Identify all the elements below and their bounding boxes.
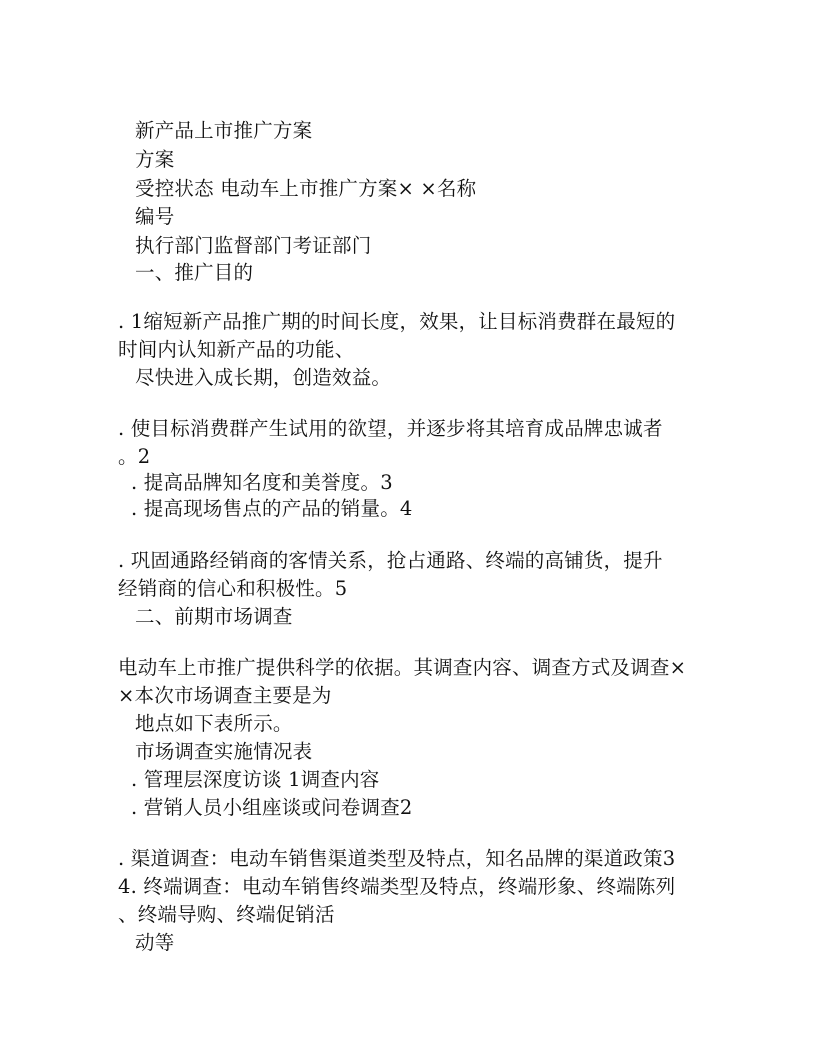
doc-line: 执行部门监督部门考证部门 bbox=[135, 234, 372, 257]
doc-line: . 巩固通路经销商的客情关系，抢占通路、终端的高铺货，提升 bbox=[118, 549, 663, 572]
doc-line: ×本次市场调查主要是为 bbox=[118, 684, 332, 707]
doc-line: . 提高品牌知名度和美誉度。3 bbox=[131, 471, 393, 494]
doc-line: . 使目标消费群产生试用的欲望，并逐步将其培育成品牌忠诚者 bbox=[118, 417, 663, 440]
doc-line: 、终端导购、终端促销活 bbox=[118, 903, 335, 926]
doc-line: 4. 终端调查：电动车销售终端类型及特点，终端形象、终端陈列 bbox=[118, 875, 676, 898]
doc-line: 动等 bbox=[135, 931, 175, 954]
doc-line: 经销商的信心和积极性。5 bbox=[118, 577, 348, 600]
doc-line: 。2 bbox=[118, 445, 151, 468]
doc-line: . 渠道调查：电动车销售渠道类型及特点，知名品牌的渠道政策3 bbox=[118, 847, 676, 870]
doc-line: 尽快进入成长期，创造效益。 bbox=[135, 366, 392, 389]
doc-line: 编号 bbox=[135, 205, 175, 228]
doc-line: 时间内认知新产品的功能、 bbox=[118, 338, 355, 361]
doc-line: . 管理层深度访谈 1调查内容 bbox=[131, 768, 380, 791]
doc-line: 方案 bbox=[135, 148, 175, 171]
doc-line: . 提高现场售点的产品的销量。4 bbox=[131, 497, 413, 520]
doc-line: 电动车上市推广提供科学的依据。其调查内容、调查方式及调查× bbox=[118, 656, 687, 679]
section-heading: 二、前期市场调查 bbox=[135, 605, 293, 628]
section-heading: 一、推广目的 bbox=[135, 261, 254, 284]
doc-line: . 1缩短新产品推广期的时间长度，效果，让目标消费群在最短的 bbox=[118, 310, 676, 333]
doc-line: . 营销人员小组座谈或问卷调查2 bbox=[131, 796, 413, 819]
doc-title: 新产品上市推广方案 bbox=[135, 119, 313, 142]
doc-line: 地点如下表所示。 bbox=[135, 712, 293, 735]
doc-line: 受控状态 电动车上市推广方案× ×名称 bbox=[135, 177, 477, 200]
doc-line: 市场调查实施情况表 bbox=[135, 740, 313, 763]
